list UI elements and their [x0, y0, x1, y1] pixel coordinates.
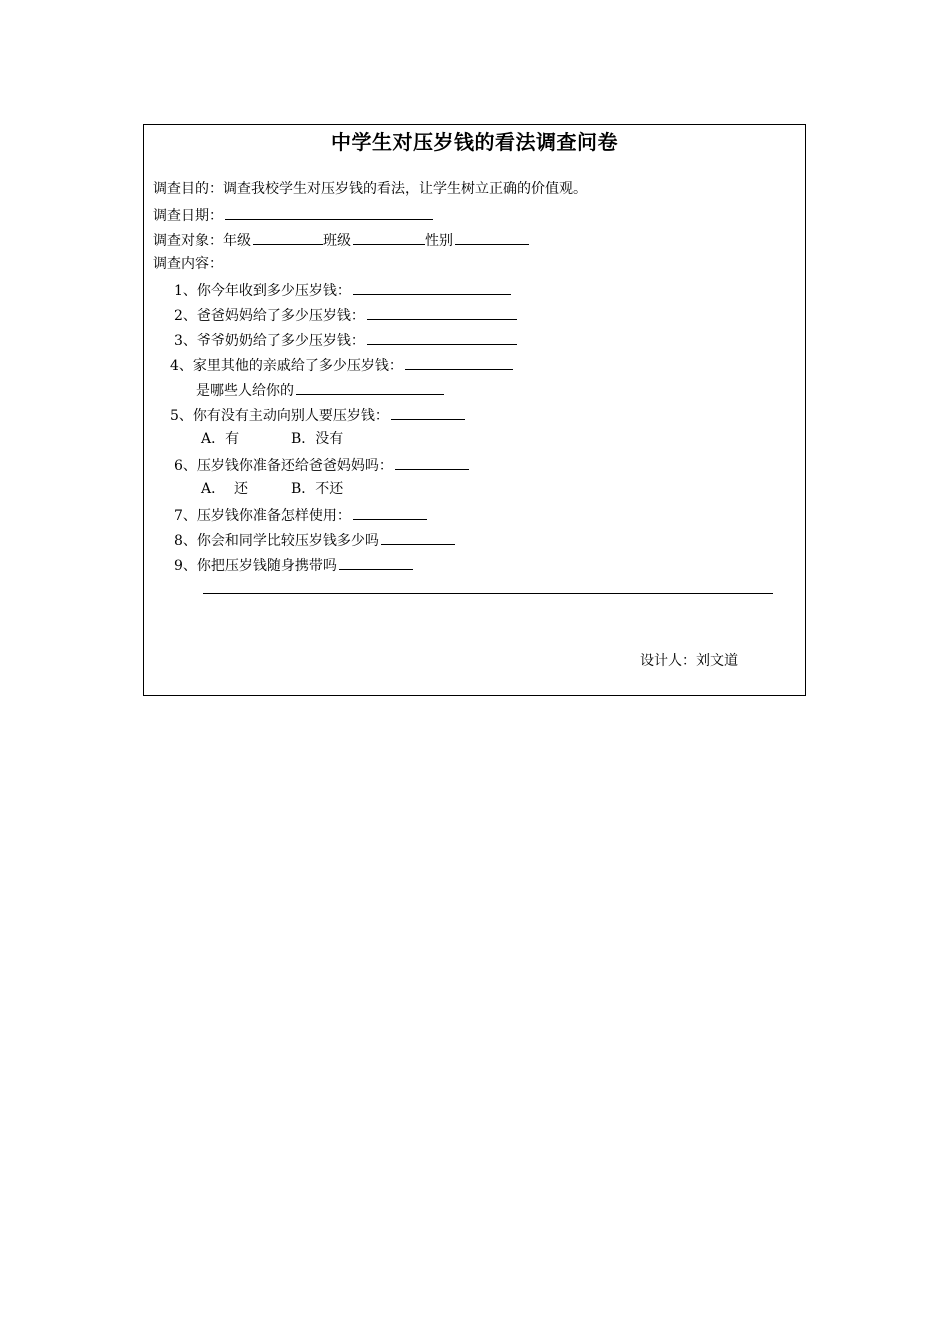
question-8-text: 8、你会和同学比较压岁钱多少吗 — [174, 533, 379, 549]
question-5-options — [201, 430, 343, 448]
question-3-text: 3、爷爷奶奶给了多少压岁钱： — [174, 333, 365, 349]
class-field[interactable] — [353, 230, 425, 245]
question-5-field[interactable] — [391, 405, 465, 420]
question-2-field[interactable] — [367, 305, 517, 320]
question-1-text: 1、你今年收到多少压岁钱： — [174, 283, 351, 299]
question-4-text: 4、家里其他的亲戚给了多少压岁钱： — [170, 358, 403, 374]
question-6-option-b[interactable]: B．不还 — [291, 481, 344, 497]
question-7-text: 7、压岁钱你准备怎样使用： — [174, 508, 351, 524]
purpose-line — [153, 180, 587, 198]
content-label: 调查内容： — [153, 256, 223, 272]
question-1 — [174, 280, 511, 300]
question-3 — [174, 330, 517, 350]
question-7-field[interactable] — [353, 505, 427, 520]
question-4-sub-field[interactable] — [296, 380, 444, 395]
question-6-option-a[interactable]: A． 还 — [201, 481, 249, 497]
date-field[interactable] — [225, 205, 433, 220]
class-label: 班级 — [323, 233, 351, 249]
grade-field[interactable] — [253, 230, 323, 245]
question-5 — [170, 405, 465, 425]
question-5-option-b[interactable]: B．没有 — [291, 431, 344, 447]
question-5-text: 5、你有没有主动向别人要压岁钱： — [170, 408, 389, 424]
question-6-text: 6、压岁钱你准备还给爸爸妈妈吗： — [174, 458, 393, 474]
question-6-field[interactable] — [395, 455, 469, 470]
target-line — [153, 230, 529, 250]
grade-label: 年级 — [223, 233, 251, 249]
gender-label: 性别 — [425, 233, 453, 249]
question-9-field[interactable] — [339, 555, 413, 570]
question-3-field[interactable] — [367, 330, 517, 345]
question-4-field[interactable] — [405, 355, 513, 370]
question-9-text: 9、你把压岁钱随身携带吗 — [174, 558, 337, 574]
question-1-field[interactable] — [353, 280, 511, 295]
content-line — [153, 255, 223, 273]
question-2-text: 2、爸爸妈妈给了多少压岁钱： — [174, 308, 365, 324]
question-8-field[interactable] — [381, 530, 455, 545]
question-9 — [174, 555, 413, 575]
target-label: 调查对象： — [153, 233, 223, 249]
questionnaire-sheet — [143, 124, 806, 696]
question-8 — [174, 530, 455, 550]
purpose-text: 调查目的：调查我校学生对压岁钱的看法，让学生树立正确的价值观。 — [153, 181, 587, 197]
question-2 — [174, 305, 517, 325]
question-6-options — [201, 480, 343, 498]
question-7 — [174, 505, 427, 525]
date-line — [153, 205, 433, 225]
gender-field[interactable] — [455, 230, 529, 245]
answer-line[interactable] — [203, 593, 773, 594]
question-5-option-a[interactable]: A．有 — [201, 431, 240, 447]
question-4-sub-text: 是哪些人给你的 — [196, 383, 294, 399]
designer-credit: 设计人：刘文道 — [640, 653, 738, 669]
question-4-sub — [196, 380, 444, 400]
page-title: 中学生对压岁钱的看法调查问卷 — [331, 130, 618, 154]
question-6 — [174, 455, 469, 475]
question-4 — [170, 355, 513, 375]
date-label: 调查日期： — [153, 208, 223, 224]
